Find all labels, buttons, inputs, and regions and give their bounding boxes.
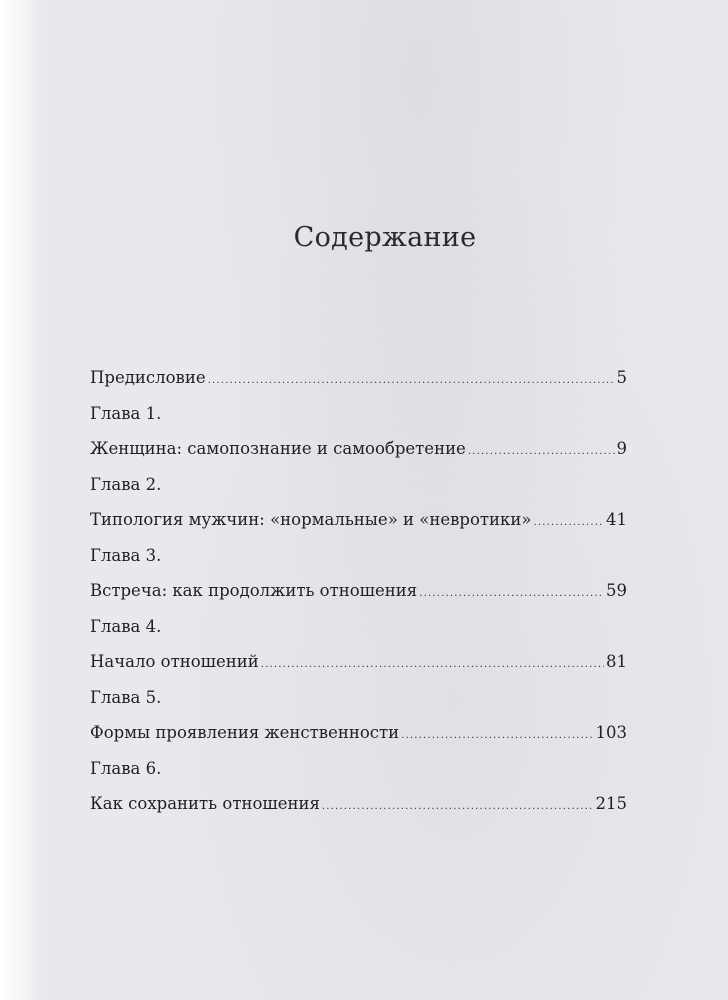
dot-leader	[322, 801, 594, 812]
chapter-heading-1: Глава 1.	[90, 403, 162, 423]
toc-page-number: 103	[595, 723, 627, 742]
chapter-heading-3: Глава 3.	[90, 545, 162, 565]
chapter-heading-5: Глава 5.	[90, 687, 162, 707]
toc-entry-chapter-2	[90, 510, 627, 546]
toc-entry-title: Предисловие	[90, 368, 206, 387]
toc-entry-title: Как сохранить отношения	[90, 794, 320, 813]
toc-entry-title: Женщина: самопознание и самообретение	[90, 439, 466, 458]
toc-entry-title: Начало отношений	[90, 652, 259, 671]
scan-margin	[0, 0, 42, 1000]
toc-page-number: 59	[606, 581, 627, 600]
dot-leader	[533, 517, 604, 528]
dot-leader	[401, 730, 593, 741]
toc-entry-chapter-3	[90, 581, 627, 617]
dot-leader	[261, 659, 604, 670]
dot-leader	[419, 588, 604, 599]
toc-page-number: 5	[616, 368, 627, 387]
toc-entry-chapter-5	[90, 723, 627, 759]
toc-page-number: 41	[606, 510, 627, 529]
dot-leader	[468, 446, 615, 457]
toc-page-number: 215	[595, 794, 627, 813]
toc-entry-title: Формы проявления женственности	[90, 723, 400, 742]
toc-entry-chapter-4	[90, 652, 627, 688]
toc-entry-title: Типология мужчин: «нормальные» и «невротики»	[90, 510, 532, 529]
dot-leader	[208, 375, 615, 386]
toc-page-number: 9	[616, 439, 627, 458]
toc-entry-chapter-1	[90, 439, 627, 475]
table-of-contents	[90, 368, 627, 830]
page-title: Содержание	[293, 222, 477, 253]
book-page	[42, 0, 728, 1000]
toc-entry-preface	[90, 368, 627, 404]
toc-page-number: 81	[606, 652, 627, 671]
chapter-heading-2: Глава 2.	[90, 474, 162, 494]
chapter-heading-4: Глава 4.	[90, 616, 162, 636]
chapter-heading-6: Глава 6.	[90, 758, 162, 778]
toc-entry-title: Встреча: как продолжить отношения	[90, 581, 418, 600]
toc-entry-chapter-6	[90, 794, 627, 830]
